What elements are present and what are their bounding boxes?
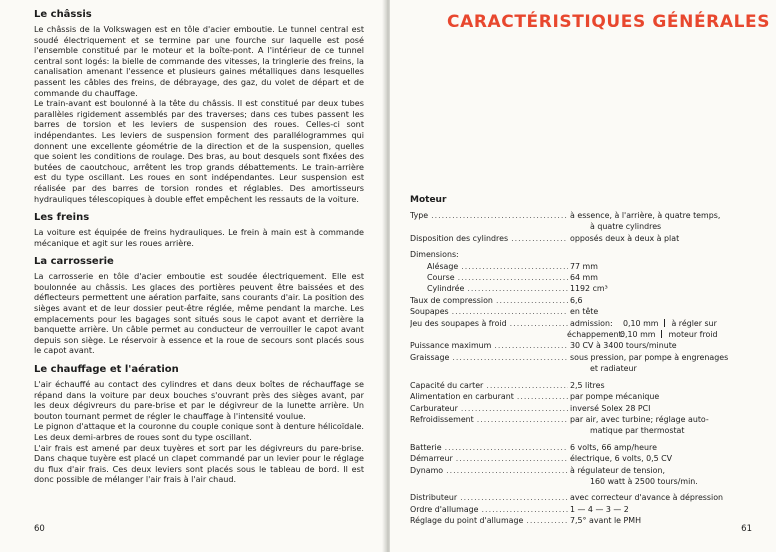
section-title-chassis: Le châssis [34, 9, 92, 20]
paragraph: L'air frais est amené par deux tuyères et sort par les dégivreurs du pare-brise. Dans chaque tuyère est placé un clapet commandé par un levier pour le réglage du flux d'air frais. Ces deux leviers sont placés sous le tableau de bord. Il est donc possible de mélanger l'air frais à l'air chaud. [34, 442, 364, 485]
section-title-carrosserie: La carrosserie [34, 256, 114, 268]
spec-list: Moteur Type ..... à essence, à l'arrière, à quatre temps, à quatre cylindres Disposition des cylindres ..... opposés deux à deux à plat Dimensions: Alésage ..... 77 mm Course ..... 64 mm Cylindrée ..... 1192 cm³ Taux de compression ..... 6,6 Soupapes ..... en tête Jeu des soupapes à froid ..... admission: 0,10 mm à régler sur échappement:0,10 mm moteur froid Puissance maximum ..... 30 CV à 3400 tours/minute Graissage ..... sous pression, par pompe à engrenages et radiateur Capacité du carter ..... 2,5 litres Alimentation en carburant ..... par pompe mécanique Carburateur ..... inversé Solex 28 PCI Refroidissement ..... par air, avec turbine; réglage auto- matique par thermostat Batterie ..... 6 volts, 66 amp/heure Démarreur ..... électrique, 6 volts, 0,5 CV Dynamo ..... à régulateur de tension, 160 watt à 2500 tours/min. Distributeur ..... avec correcteur d'avance à dépression Ordre d'allumage ..... 1 — 4 — 3 — 2 Réglage du point d'allumage ..... 7,5° avant le PMH [410, 195, 750, 527]
spec-row: Capacité du carter ..... 2,5 litres [410, 380, 750, 391]
spec-row: Taux de compression ..... 6,6 [410, 295, 750, 306]
spec-row: Dynamo ..... à régulateur de tension, [410, 465, 750, 476]
spec-row: Graissage ..... sous pression, par pompe à engrenages [410, 352, 750, 363]
spec-row: Carburateur ..... inversé Solex 28 PCI [410, 403, 750, 414]
spec-row: Distributeur ..... avec correcteur d'avance à dépression [410, 492, 750, 503]
paragraph: Le châssis de la Volkswagen est en tôle d'acier emboutie. Le tunnel central est soudé électriquement et se termine par une fourche sur laquelle est posé l'ensemble constitué par le moteur et la boîte-pont. A l'intérieur de ce tunnel central sont logés: la bielle de commande des vitesses, la tringlerie des freins, la canalisation amenant l'essence et plusieurs gaines métalliques dans lesquelles passent les câbles des freins, de débrayage, des gaz, du volet de départ et de commande du chauffage. [34, 24, 364, 98]
spec-row: Jeu des soupapes à froid ..... admission: 0,10 mm à régler sur [410, 318, 750, 329]
spec-row: Cylindrée ..... 1192 cm³ [410, 283, 750, 294]
paragraph: Le pignon d'attaque et la couronne du couple conique sont à denture hélicoïdale. Les deux demi-arbres de roues sont du type oscillant. [34, 421, 364, 442]
spec-row: Alimentation en carburant ..... par pompe mécanique [410, 391, 750, 402]
spec-row: Réglage du point d'allumage ..... 7,5° avant le PMH [410, 515, 750, 526]
spec-row: Course ..... 64 mm [410, 272, 750, 283]
page-title: CARACTÉRISTIQUES GÉNÉRALES [447, 12, 771, 32]
paragraph: L'air échauffé au contact des cylindres et dans deux boîtes de réchauffage se répand dans la voiture par deux bouches s'ouvrant près des sièges avant, par les deux dégivreurs du pare-brise et par le dégivreur de la lunette arrière. Un bouton tournant permet de régler le chauffage à l'intensité voulue. [34, 379, 364, 421]
left-page [0, 0, 386, 552]
spec-row: Ordre d'allumage ..... 1 — 4 — 3 — 2 [410, 504, 750, 515]
paragraph: Le train-avant est boulonné à la tête du châssis. Il est constitué par deux tubes parallèles rigidement assemblés par des traverses; dans ces tubes passent les barres de torsion et les leviers de suspension des roues. Celles-ci sont indépendantes. Les leviers de suspension forment des parallélogrammes qui donnent une excellente géométrie de la direction et de la suspension, quelles que soient les conditions de roulage. Des bras, au bout desquels sont fixées des butées de caoutchouc, arrêtent les trop grands débattements. Le train-arrière est du type oscillant. Les roues en sont indépendantes. Leur suspension est réalisée par des barres de torsion rondes et réglables. Des amortisseurs hydrauliques télescopiques à double effet empêchent les ressauts de la voiture. [34, 98, 364, 204]
paragraph: La carrosserie en tôle d'acier emboutie est soudée électriquement. Elle est boulonnée au châssis. Les glaces des portières peuvent être baissées et des déflecteurs permettent une aération parfaite, sans courants d'air. La position des sièges avant et de leur dossier peut-être réglée, même pendant la marche. Les emplacements pour les bagages sont situés sous le capot avant et derrière la banquette arrière. Un câble permet au conducteur de verrouiller le capot avant depuis son siège. Le réservoir à essence et la roue de secours sont placés sous le capot avant. [34, 271, 364, 356]
spec-row: Type ..... à essence, à l'arrière, à quatre temps, [410, 210, 750, 221]
spec-row: Batterie ..... 6 volts, 66 amp/heure [410, 442, 750, 453]
page-number-right: 61 [741, 524, 752, 534]
section-title-moteur: Moteur [410, 195, 447, 205]
spec-row: Puissance maximum ..... 30 CV à 3400 tours/minute [410, 340, 750, 351]
spec-row: Disposition des cylindres ..... opposés deux à deux à plat [410, 233, 750, 244]
spec-row: Soupapes ..... en tête [410, 306, 750, 317]
spec-row: Alésage ..... 77 mm [410, 261, 750, 272]
left-column [34, 8, 364, 485]
section-title-freins: Les freins [34, 212, 90, 224]
spec-row: Démarreur ..... électrique, 6 volts, 0,5 CV [410, 453, 750, 464]
section-title-chauffage: Le chauffage et l'aération [34, 364, 179, 376]
right-page [390, 0, 776, 552]
paragraph: La voiture est équipée de freins hydrauliques. Le frein à main est à commande mécanique et agit sur les roues arrière. [34, 227, 364, 248]
spec-row: Refroidissement ..... par air, avec turbine; réglage auto- [410, 414, 750, 425]
page-number-left: 60 [34, 524, 45, 534]
